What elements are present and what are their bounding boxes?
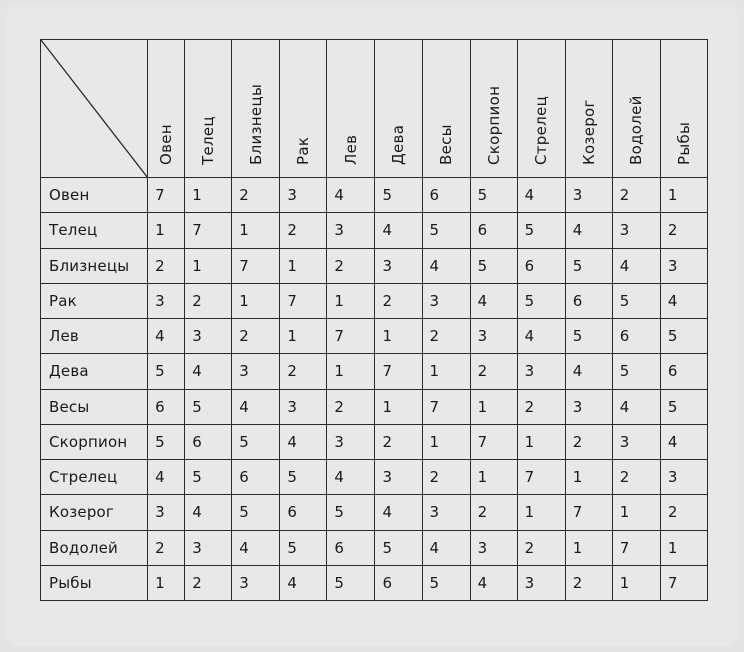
table-row — [41, 389, 708, 424]
column-header-label: Весы — [437, 124, 456, 165]
table-cell: 1 — [232, 283, 280, 318]
table-cell: 1 — [470, 389, 517, 424]
table-cell: 3 — [327, 424, 375, 459]
table-cell: 2 — [517, 530, 565, 565]
table-row — [41, 178, 708, 213]
table-cell: 5 — [660, 319, 707, 354]
table-cell: 4 — [327, 178, 375, 213]
table-cell: 3 — [232, 354, 280, 389]
row-header-label: Близнецы — [41, 248, 148, 283]
table-cell: 3 — [185, 319, 232, 354]
table-cell: 7 — [517, 460, 565, 495]
table-cell: 5 — [148, 354, 185, 389]
table-cell: 1 — [185, 178, 232, 213]
table-body — [41, 178, 708, 601]
table-cell: 5 — [565, 248, 612, 283]
table-row — [41, 565, 708, 600]
table-cell: 7 — [565, 495, 612, 530]
table-cell: 1 — [517, 495, 565, 530]
table-cell: 4 — [280, 565, 327, 600]
column-header — [327, 40, 375, 178]
table-cell: 1 — [612, 495, 660, 530]
column-header — [612, 40, 660, 178]
table-cell: 1 — [327, 283, 375, 318]
column-header-label: Водолей — [627, 95, 646, 165]
table-cell: 1 — [517, 424, 565, 459]
table-row — [41, 424, 708, 459]
column-header — [375, 40, 422, 178]
table-cell: 2 — [185, 283, 232, 318]
table-cell: 5 — [375, 178, 422, 213]
table-cell: 1 — [660, 178, 707, 213]
table-cell: 2 — [185, 565, 232, 600]
table-cell: 6 — [148, 389, 185, 424]
table-cell: 6 — [660, 354, 707, 389]
table-cell: 2 — [422, 319, 470, 354]
table-cell: 7 — [185, 213, 232, 248]
table-cell: 4 — [660, 283, 707, 318]
table-cell: 5 — [612, 283, 660, 318]
column-header — [517, 40, 565, 178]
table-cell: 3 — [422, 495, 470, 530]
table-cell: 3 — [612, 213, 660, 248]
table-cell: 2 — [148, 248, 185, 283]
table-cell: 1 — [612, 565, 660, 600]
row-header-label: Дева — [41, 354, 148, 389]
table-cell: 5 — [470, 248, 517, 283]
table-cell: 3 — [517, 565, 565, 600]
table-cell: 1 — [565, 530, 612, 565]
table-cell: 4 — [422, 248, 470, 283]
table-cell: 1 — [148, 213, 185, 248]
row-header-label: Водолей — [41, 530, 148, 565]
table-cell: 5 — [422, 565, 470, 600]
table-cell: 3 — [148, 283, 185, 318]
table-cell: 3 — [280, 389, 327, 424]
table-cell: 1 — [232, 213, 280, 248]
table-row — [41, 213, 708, 248]
column-header-label: Стрелец — [532, 95, 551, 165]
table-cell: 5 — [327, 495, 375, 530]
row-header-label: Рак — [41, 283, 148, 318]
table-cell: 7 — [422, 389, 470, 424]
table-cell: 3 — [517, 354, 565, 389]
table-cell: 3 — [660, 248, 707, 283]
table-cell: 2 — [375, 424, 422, 459]
table-cell: 7 — [327, 319, 375, 354]
column-header-label: Рыбы — [674, 121, 693, 165]
table-cell: 2 — [470, 354, 517, 389]
table-cell: 1 — [375, 389, 422, 424]
zodiac-compatibility-table — [40, 39, 708, 601]
table-cell: 5 — [470, 178, 517, 213]
table-cell: 7 — [375, 354, 422, 389]
table-cell: 3 — [327, 213, 375, 248]
column-header — [422, 40, 470, 178]
table-cell: 2 — [232, 178, 280, 213]
column-header-label: Козерог — [579, 99, 598, 165]
table-cell: 1 — [422, 354, 470, 389]
header-row — [41, 40, 708, 178]
table-row — [41, 319, 708, 354]
table-cell: 2 — [422, 460, 470, 495]
table-cell: 6 — [232, 460, 280, 495]
column-header-label: Телец — [199, 116, 218, 165]
table-cell: 2 — [327, 248, 375, 283]
table-cell: 4 — [375, 213, 422, 248]
row-header-label: Весы — [41, 389, 148, 424]
column-header — [148, 40, 185, 178]
table-cell: 2 — [565, 565, 612, 600]
table-cell: 4 — [612, 248, 660, 283]
column-header-label: Рак — [294, 136, 313, 165]
table-cell: 1 — [422, 424, 470, 459]
column-header — [185, 40, 232, 178]
column-header — [232, 40, 280, 178]
table-cell: 4 — [232, 389, 280, 424]
table-cell: 5 — [422, 213, 470, 248]
table-cell: 1 — [280, 319, 327, 354]
table-cell: 7 — [280, 283, 327, 318]
table-row — [41, 354, 708, 389]
table-cell: 5 — [280, 460, 327, 495]
table-cell: 3 — [375, 248, 422, 283]
table-cell: 2 — [232, 319, 280, 354]
table-cell: 1 — [565, 460, 612, 495]
table-cell: 3 — [660, 460, 707, 495]
table-cell: 6 — [612, 319, 660, 354]
table-cell: 2 — [280, 354, 327, 389]
table-row — [41, 495, 708, 530]
row-header-label: Телец — [41, 213, 148, 248]
table-cell: 6 — [565, 283, 612, 318]
table-cell: 2 — [612, 178, 660, 213]
table-cell: 2 — [470, 495, 517, 530]
table-cell: 5 — [280, 530, 327, 565]
column-header — [280, 40, 327, 178]
table-cell: 1 — [148, 565, 185, 600]
table-row — [41, 530, 708, 565]
column-header — [565, 40, 612, 178]
table-cell: 6 — [185, 424, 232, 459]
table-cell: 4 — [470, 565, 517, 600]
column-header — [660, 40, 707, 178]
table-cell: 5 — [375, 530, 422, 565]
table-cell: 2 — [660, 213, 707, 248]
table-cell: 1 — [470, 460, 517, 495]
column-header-label: Лев — [341, 134, 360, 165]
row-header-label: Рыбы — [41, 565, 148, 600]
column-header-label: Овен — [157, 124, 176, 165]
table-cell: 1 — [327, 354, 375, 389]
table-cell: 5 — [327, 565, 375, 600]
table-cell: 3 — [565, 178, 612, 213]
table-cell: 5 — [517, 213, 565, 248]
table-cell: 7 — [660, 565, 707, 600]
table-cell: 5 — [232, 495, 280, 530]
table-cell: 4 — [148, 460, 185, 495]
table-cell: 4 — [517, 319, 565, 354]
row-header-label: Овен — [41, 178, 148, 213]
table-cell: 5 — [148, 424, 185, 459]
table-row — [41, 460, 708, 495]
table-cell: 4 — [148, 319, 185, 354]
table-cell: 5 — [565, 319, 612, 354]
table-cell: 6 — [470, 213, 517, 248]
table-cell: 2 — [517, 389, 565, 424]
table-cell: 4 — [612, 389, 660, 424]
table-cell: 3 — [612, 424, 660, 459]
table-cell: 4 — [280, 424, 327, 459]
table-cell: 6 — [280, 495, 327, 530]
table-cell: 5 — [660, 389, 707, 424]
diagonal-line — [41, 40, 147, 177]
table-cell: 4 — [232, 530, 280, 565]
table-cell: 4 — [375, 495, 422, 530]
table-cell: 3 — [185, 530, 232, 565]
table-cell: 1 — [280, 248, 327, 283]
table-row — [41, 248, 708, 283]
table-cell: 3 — [565, 389, 612, 424]
table-cell: 1 — [375, 319, 422, 354]
row-header-label: Скорпион — [41, 424, 148, 459]
table-cell: 6 — [517, 248, 565, 283]
table-cell: 5 — [612, 354, 660, 389]
table-cell: 2 — [660, 495, 707, 530]
table-cell: 3 — [280, 178, 327, 213]
table-cell: 2 — [612, 460, 660, 495]
column-header-label: Близнецы — [246, 83, 265, 165]
table-cell: 3 — [470, 530, 517, 565]
table-cell: 2 — [148, 530, 185, 565]
table-cell: 2 — [375, 283, 422, 318]
table-row — [41, 283, 708, 318]
table-cell: 6 — [422, 178, 470, 213]
table-cell: 4 — [470, 283, 517, 318]
table-cell: 5 — [517, 283, 565, 318]
table-cell: 4 — [565, 213, 612, 248]
table-cell: 2 — [565, 424, 612, 459]
table-cell: 5 — [185, 460, 232, 495]
table-cell: 4 — [517, 178, 565, 213]
table-cell: 3 — [375, 460, 422, 495]
table-cell: 4 — [565, 354, 612, 389]
column-header — [470, 40, 517, 178]
table-cell: 5 — [185, 389, 232, 424]
column-header-label: Скорпион — [484, 85, 503, 165]
table-cell: 4 — [327, 460, 375, 495]
diagonal-corner-cell — [41, 40, 148, 178]
table-cell: 2 — [327, 389, 375, 424]
table-cell: 7 — [148, 178, 185, 213]
table-cell: 4 — [422, 530, 470, 565]
table-cell: 2 — [280, 213, 327, 248]
row-header-label: Стрелец — [41, 460, 148, 495]
table-cell: 1 — [660, 530, 707, 565]
table-cell: 4 — [185, 495, 232, 530]
table-cell: 3 — [232, 565, 280, 600]
table-cell: 3 — [148, 495, 185, 530]
row-header-label: Лев — [41, 319, 148, 354]
table-cell: 7 — [612, 530, 660, 565]
table-cell: 7 — [232, 248, 280, 283]
table-cell: 5 — [232, 424, 280, 459]
table-cell: 1 — [185, 248, 232, 283]
column-header-label: Дева — [389, 124, 408, 165]
table-cell: 3 — [422, 283, 470, 318]
table-cell: 4 — [660, 424, 707, 459]
table-cell: 6 — [375, 565, 422, 600]
table-cell: 6 — [327, 530, 375, 565]
table-cell: 4 — [185, 354, 232, 389]
table-cell: 7 — [470, 424, 517, 459]
row-header-label: Козерог — [41, 495, 148, 530]
table-cell: 3 — [470, 319, 517, 354]
